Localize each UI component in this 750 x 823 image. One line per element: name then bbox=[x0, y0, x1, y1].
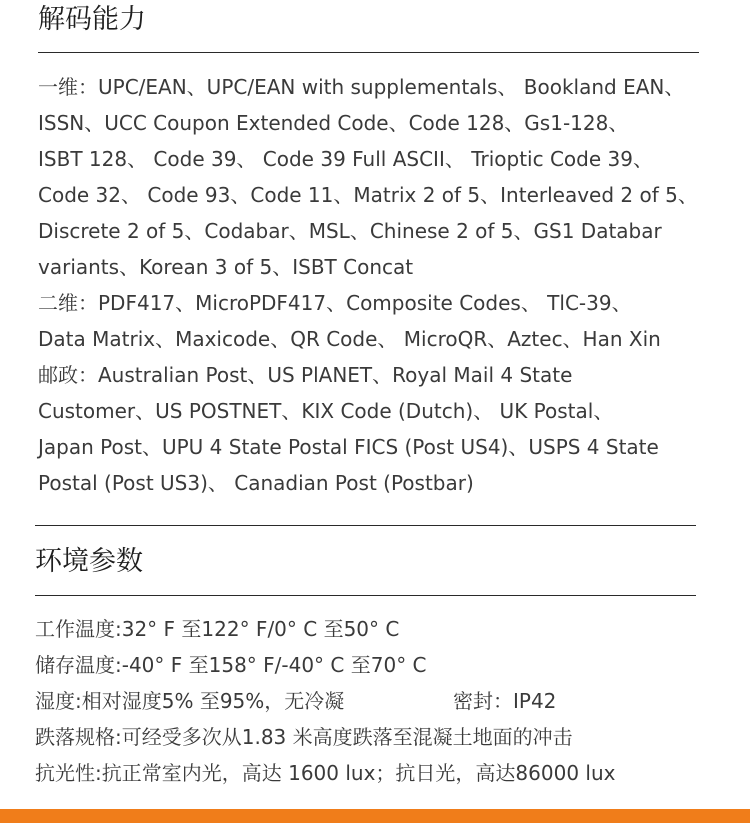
decode-line-postal-3: Japan Post、UPU 4 State Postal FICS (Post US4)、USPS 4 State bbox=[38, 435, 659, 459]
decode-line-1d-3: ISBT 128、 Code 39、 Code 39 Full ASCII、 Trioptic Code 39、 bbox=[38, 147, 653, 171]
light-immunity: 抗光性:抗正常室内光，高达 1600 lux；抗日光，高达86000 lux bbox=[35, 761, 616, 785]
decode-line-postal-2: Customer、US POSTNET、KIX Code (Dutch)、 UK Postal、 bbox=[38, 399, 614, 423]
decode-section-title: 解码能力 bbox=[38, 4, 146, 35]
decode-line-2d-1: 二维：PDF417、MicroPDF417、Composite Codes、 TlC-39、 bbox=[38, 291, 632, 315]
footer-accent-bar bbox=[0, 809, 750, 823]
sealing-rating: 密封：IP42 bbox=[453, 689, 557, 713]
humidity: 湿度:相对湿度5% 至95%，无冷凝 bbox=[35, 689, 345, 713]
decode-line-1d-5: Discrete 2 of 5、Codabar、MSL、Chinese 2 of 5、GS1 Databar bbox=[38, 219, 662, 243]
decode-title-divider bbox=[38, 52, 699, 53]
decode-line-1d-2: ISSN、UCC Coupon Extended Code、Code 128、Gs1-128、 bbox=[38, 111, 629, 135]
decode-line-1d-1: 一维：UPC/EAN、UPC/EAN with supplementals、 Bookland EAN、 bbox=[38, 75, 685, 99]
section-divider bbox=[35, 525, 696, 526]
environment-section-title: 环境参数 bbox=[35, 546, 143, 577]
decode-line-postal-4: Postal (Post US3)、 Canadian Post (Postbar) bbox=[38, 471, 474, 495]
decode-line-1d-6: variants、Korean 3 of 5、ISBT Concat bbox=[38, 255, 414, 279]
environment-title-divider bbox=[35, 595, 696, 596]
decode-line-postal-1: 邮政：Australian Post、US PlANET、Royal Mail 4 State bbox=[38, 363, 573, 387]
drop-spec: 跌落规格:可经受多次从1.83 米高度跌落至混凝土地面的冲击 bbox=[35, 725, 573, 749]
decode-line-2d-2: Data Matrix、Maxicode、QR Code、 MicroQR、Aztec、Han Xin bbox=[38, 327, 661, 351]
storage-temperature: 储存温度:-40° F 至158° F/-40° C 至70° C bbox=[35, 653, 427, 677]
decode-line-1d-4: Code 32、 Code 93、Code 11、Matrix 2 of 5、Interleaved 2 of 5、 bbox=[38, 183, 698, 207]
operating-temperature: 工作温度:32° F 至122° F/0° C 至50° C bbox=[35, 617, 400, 641]
